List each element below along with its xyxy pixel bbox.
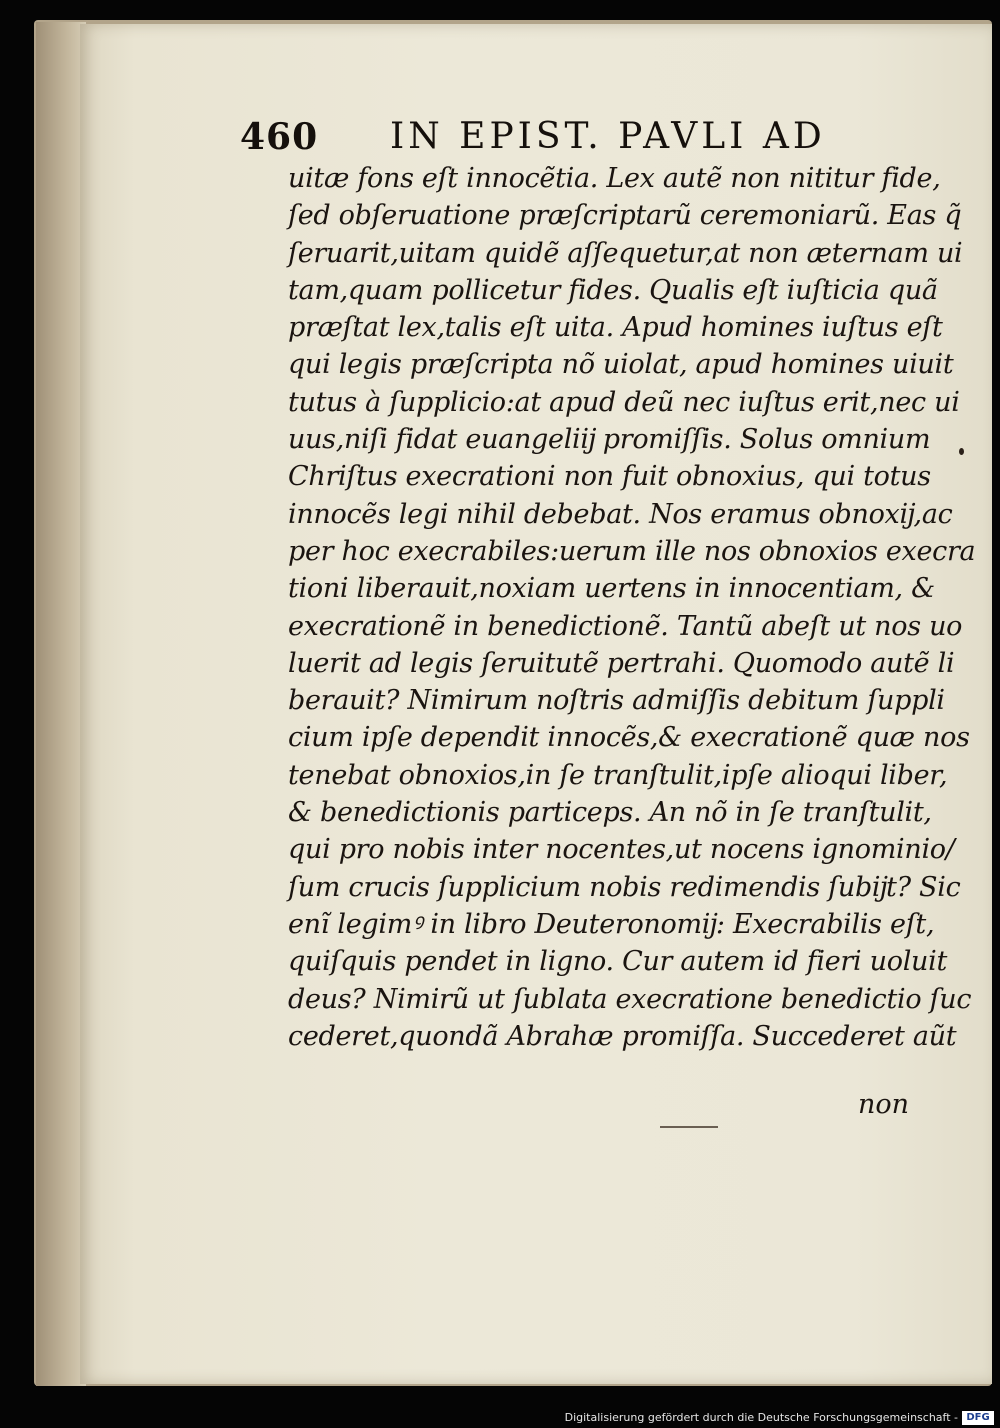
catchword: non xyxy=(858,1089,910,1120)
text-line: tutus à ſupplicio:at apud deũ nec iuſtus erit,nec ui xyxy=(288,386,960,418)
page-header xyxy=(240,112,860,158)
text-line: ſeruarit,uitam quidẽ aſſequetur,at non æternam ui xyxy=(288,237,963,269)
text-line: execrationẽ in benedictionẽ. Tantũ abeſt ut nos uo xyxy=(288,610,963,642)
text-line: berauit? Nimirum noſtris admiſſis debitum ſuppli xyxy=(288,685,945,717)
text-line: enĩ legimꝰ in libro Deuteronomĳ: Execrabilis eſt, xyxy=(288,908,935,940)
text-line: tenebat obnoxios,in ſe tranſtulit,ipſe alioqui liber, xyxy=(288,759,948,791)
digitization-credit: Digitalisierung gefördert durch die Deutsche Forschungsgemeinschaft - xyxy=(564,1411,958,1424)
text-line: deus? Nimirũ ut ſublata execratione benedictio ſuc xyxy=(288,983,972,1015)
text-line: & benedictionis particeps. An nõ in ſe tranſtulit, xyxy=(288,797,932,829)
text-line: præſtat lex,talis eſt uita. Apud homines iuſtus eſt xyxy=(288,312,943,344)
text-line: Chriſtus execrationi non fuit obnoxius, qui totus xyxy=(288,461,931,493)
ornamental-rule xyxy=(660,1126,718,1128)
dfg-logo: DFG xyxy=(962,1411,994,1425)
text-line: tioni liberauit,noxiam uertens in innocentiam, & xyxy=(288,573,935,605)
text-line: ſed obſeruatione præſcriptarũ ceremoniarũ. Eas q̃ xyxy=(288,200,962,232)
page-gutter xyxy=(36,22,86,1386)
text-line: uitæ fons eſt innocẽtia. Lex autẽ non nititur fide, xyxy=(288,163,941,194)
body-text xyxy=(288,160,976,1055)
text-line: innocẽs legi nihil debebat. Nos eramus obnoxĳ,ac xyxy=(288,498,953,530)
text-line: per hoc execrabiles:uerum ille nos obnoxios execra xyxy=(288,535,976,567)
text-line: luerit ad legis ſeruitutẽ pertrahi. Quomodo autẽ li xyxy=(288,647,955,679)
page-number: 460 xyxy=(240,116,319,158)
ink-speck xyxy=(959,448,964,455)
text-line: quiſquis pendet in ligno. Cur autem id fieri uoluit xyxy=(288,946,948,978)
running-title: IN EPIST. PAVLI AD xyxy=(390,116,826,157)
text-line: ſum crucis ſupplicium nobis redimendis ſubĳt? Sic xyxy=(288,871,961,903)
text-line: qui legis præſcripta nõ uiolat, apud homines uiuit xyxy=(288,349,954,381)
text-line: uus,niſi fidat euangeliĳ promiſſis. Solus omnium xyxy=(288,424,931,456)
text-line: cederet,quondã Abrahæ promiſſa. Succederet aũt xyxy=(288,1020,957,1052)
text-line: tam,quam pollicetur fides. Qualis eſt iuſticia quã xyxy=(288,274,938,306)
text-line: qui pro nobis inter nocentes,ut nocens ignominio/ xyxy=(288,834,955,866)
text-line: cium ipſe dependit innocẽs,& execrationẽ quæ nos xyxy=(288,722,970,754)
